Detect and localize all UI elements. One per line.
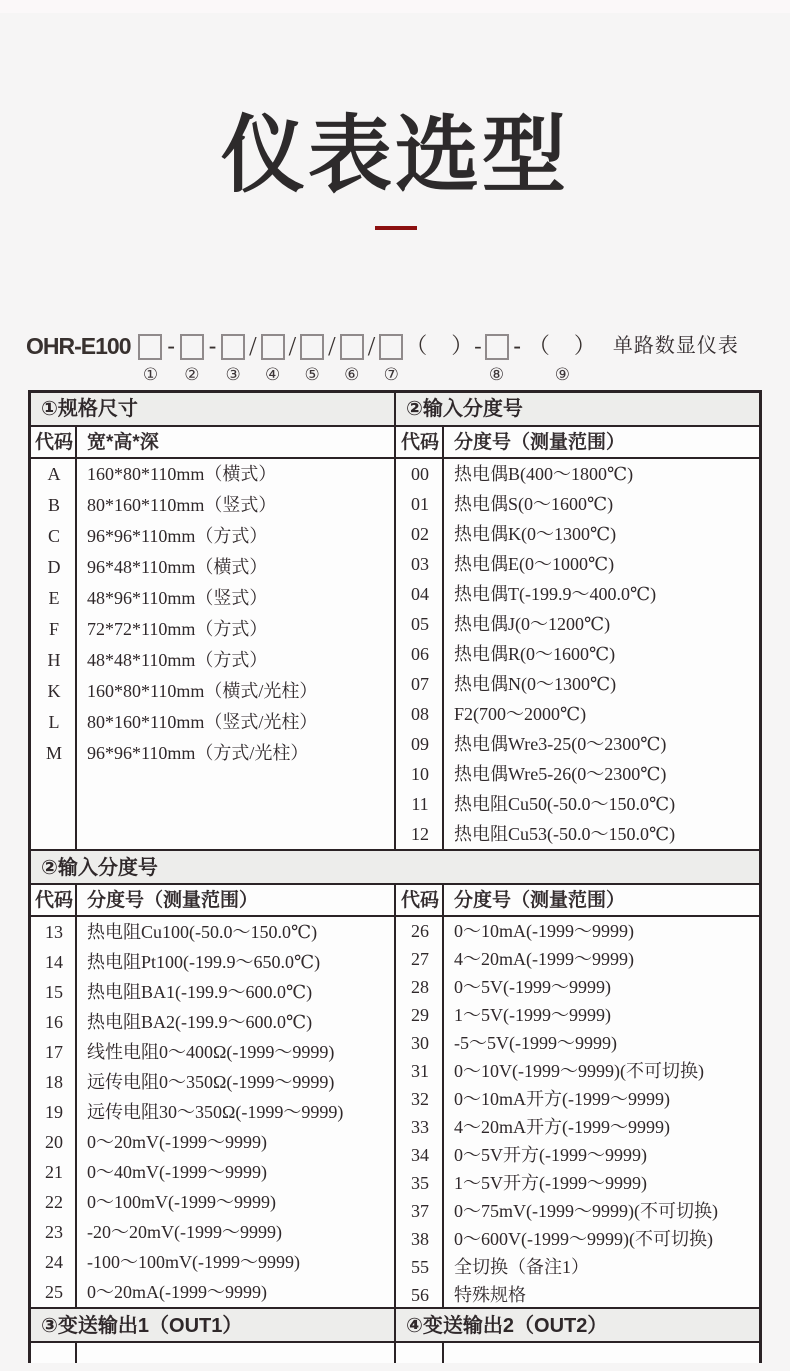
row-desc: 热电阻Cu50(-50.0～150.0℃): [454, 794, 676, 814]
column-divider: [75, 459, 77, 849]
position-label-7: ⑦: [383, 365, 399, 384]
input-table-rows-c: [396, 917, 757, 1309]
input-codes-column-c: [394, 917, 757, 1307]
title-underline: [375, 226, 417, 230]
row-code: E: [48, 588, 60, 608]
section1-data-band: [31, 457, 759, 849]
col-header-code: 代码: [34, 432, 73, 453]
table-row: [396, 1001, 757, 1029]
table-row: [396, 945, 757, 973]
separator-dash: -: [167, 333, 175, 358]
input-codes-column-b: [31, 917, 394, 1307]
table-row: [396, 759, 757, 789]
section1-right-header: ②输入分度号: [394, 393, 757, 425]
model-slot-7: [379, 332, 403, 383]
row-code: 18: [45, 1072, 63, 1092]
table-row: [396, 973, 757, 1001]
table-row: [396, 1225, 757, 1253]
row-desc: 0～40mV(-1999～9999): [87, 1162, 267, 1182]
row-code: 17: [45, 1042, 63, 1062]
row-code: 10: [411, 764, 429, 784]
table-row: [31, 1097, 394, 1127]
separator-dash: -: [513, 333, 521, 358]
column-divider: [75, 1343, 77, 1363]
table-row: [31, 521, 394, 552]
table-row: [31, 1277, 394, 1307]
table-row: [396, 1281, 757, 1309]
row-code: 32: [411, 1089, 429, 1109]
table-row: [31, 1247, 394, 1277]
model-slot-3: [221, 332, 245, 383]
row-desc: 热电偶T(-199.9～400.0℃): [454, 584, 657, 604]
row-desc: 96*48*110mm（横式）: [87, 557, 268, 577]
col-header-desc: 分度号（测量范围）: [87, 890, 259, 911]
table-row: [31, 614, 394, 645]
row-desc: 热电阻BA2(-199.9～600.0℃): [87, 1012, 313, 1032]
section2-header: ②输入分度号: [41, 857, 158, 879]
table-row: [31, 459, 394, 490]
table-row: [31, 1127, 394, 1157]
size-codes-column: [31, 459, 394, 849]
model-slot-2: [180, 332, 204, 383]
row-desc: 0～20mV(-1999～9999): [87, 1132, 267, 1152]
table-row: [31, 1157, 394, 1187]
model-slot-9: [526, 332, 599, 383]
row-code: 13: [45, 922, 63, 942]
model-prefix: OHR-E100: [26, 333, 131, 359]
row-desc: 热电偶N(0～1300℃): [454, 674, 617, 694]
row-code: B: [47, 495, 60, 515]
row-code: 55: [411, 1257, 429, 1277]
row-desc: 0～5V开方(-1999～9999): [454, 1145, 647, 1165]
row-code: 04: [411, 584, 429, 604]
section2-header-band: [31, 849, 759, 883]
table-row: [396, 819, 757, 849]
selection-table: [28, 390, 762, 1363]
input-codes-column-a: [394, 459, 757, 849]
input-table-rows-a: [396, 459, 757, 849]
table-row: [396, 1169, 757, 1197]
table-row: [396, 1113, 757, 1141]
table-row: [396, 1253, 757, 1281]
row-code: 28: [411, 977, 429, 997]
position-label-4: ④: [265, 365, 281, 384]
row-code: K: [47, 681, 61, 701]
table-row: [396, 699, 757, 729]
row-code: 06: [411, 644, 429, 664]
code-box-4: [261, 334, 285, 360]
input-table-rows-b: [31, 917, 394, 1307]
row-desc: 热电偶Wre3-25(0～2300℃): [454, 734, 667, 754]
clipped-row-band: [31, 1341, 759, 1363]
col-header-desc: 宽*高*深: [87, 432, 159, 453]
row-desc: 热电偶S(0～1600℃): [454, 494, 614, 514]
paren-group: （ ）: [527, 333, 597, 358]
row-code: 11: [411, 794, 429, 814]
top-strip: [0, 0, 790, 13]
position-label-6: ⑥: [344, 365, 360, 384]
row-code: 29: [411, 1005, 429, 1025]
column-divider: [442, 917, 444, 1307]
table-row: [31, 490, 394, 521]
row-desc: 96*96*110mm（方式）: [87, 526, 268, 546]
col-header-desc: 分度号（测量范围）: [454, 432, 626, 453]
table-row: [31, 1187, 394, 1217]
table-row: [31, 583, 394, 614]
section2-left-subheader: [31, 885, 394, 915]
table-row: [31, 1067, 394, 1097]
section2-right-subheader: [394, 885, 757, 915]
position-label-8: ⑧: [488, 365, 505, 384]
table-row: [396, 1085, 757, 1113]
paren-group: （ ）-: [405, 333, 483, 358]
row-code: H: [47, 650, 61, 670]
col-header-code: 代码: [400, 890, 439, 911]
row-code: 19: [45, 1102, 63, 1122]
table-row: [396, 669, 757, 699]
row-desc: 热电偶K(0～1300℃): [454, 524, 617, 544]
row-code: 20: [45, 1132, 63, 1152]
separator-dash: -: [208, 333, 217, 358]
section2-subheader-band: [31, 883, 759, 915]
section1-subheader-band: [31, 425, 759, 457]
row-desc: 特殊规格: [454, 1285, 526, 1305]
row-desc: 热电阻Pt100(-199.9～650.0℃): [87, 952, 321, 972]
row-desc: 0～600V(-1999～9999)(不可切换): [454, 1229, 713, 1249]
row-code: 16: [45, 1012, 63, 1032]
row-code: 31: [411, 1061, 429, 1081]
section3-header-band: [31, 1307, 759, 1341]
row-desc: 96*96*110mm（方式/光柱）: [87, 743, 309, 763]
page-title: 仪表选型: [220, 108, 569, 202]
table-row: [396, 729, 757, 759]
section1-right-subheader: [394, 427, 757, 457]
row-code: 01: [411, 494, 429, 514]
code-box-6: [340, 334, 364, 360]
table-row: [396, 549, 757, 579]
table-row: [396, 459, 757, 489]
row-code: 37: [411, 1201, 429, 1221]
position-label-3: ③: [225, 365, 241, 384]
row-code: 15: [45, 982, 63, 1002]
row-code: 12: [411, 824, 429, 844]
row-desc: 全切换（备注1）: [454, 1257, 589, 1277]
model-slot-6: [340, 332, 364, 383]
row-code: 26: [411, 921, 429, 941]
row-code: A: [47, 464, 61, 484]
code-box-2: [180, 334, 204, 360]
row-code: 14: [45, 952, 63, 972]
separator-slash: /: [288, 331, 297, 361]
row-desc: 160*80*110mm（横式）: [87, 464, 277, 484]
row-desc: 热电阻Cu100(-50.0～150.0℃): [87, 922, 318, 942]
row-code: 07: [411, 674, 429, 694]
row-desc: 1～5V(-1999～9999): [454, 1005, 611, 1025]
table-row: [396, 1141, 757, 1169]
size-table-rows: [31, 459, 394, 769]
row-code: 03: [411, 554, 429, 574]
table-row: [31, 977, 394, 1007]
row-desc: 热电阻Cu53(-50.0～150.0℃): [454, 824, 676, 844]
section2-data-band: [31, 915, 759, 1307]
row-desc: 160*80*110mm（横式/光柱）: [87, 681, 318, 701]
column-divider: [442, 1343, 444, 1363]
table-row: [396, 519, 757, 549]
separator-slash: /: [367, 331, 376, 361]
row-code: D: [47, 557, 61, 577]
table-row: [396, 609, 757, 639]
row-desc: 4～20mA开方(-1999～9999): [454, 1117, 670, 1137]
table-row: [31, 1037, 394, 1067]
model-slot-8: [485, 332, 509, 383]
row-desc: 0～10V(-1999～9999)(不可切换): [454, 1061, 704, 1081]
model-suffix: 单路数显仪表: [612, 335, 739, 357]
code-box-5: [300, 334, 324, 360]
position-label-5: ⑤: [304, 365, 320, 384]
table-row: [31, 1217, 394, 1247]
separator-slash: /: [328, 331, 336, 361]
section1-left-header: ①规格尺寸: [41, 398, 138, 420]
separator-slash: /: [249, 331, 257, 361]
table-row: [31, 645, 394, 676]
row-code: 05: [411, 614, 429, 634]
table-row: [31, 917, 394, 947]
row-code: 33: [411, 1117, 429, 1137]
column-divider: [75, 427, 77, 457]
clipped-left-cells: [31, 1343, 394, 1363]
row-code: 02: [411, 524, 429, 544]
row-desc: 0～75mV(-1999～9999)(不可切换): [454, 1201, 718, 1221]
position-label-1: ①: [142, 365, 159, 384]
row-desc: F2(700～2000℃): [454, 704, 587, 724]
row-desc: 48*48*110mm（方式）: [87, 650, 268, 670]
row-code: 24: [45, 1252, 63, 1272]
row-code: F: [48, 619, 59, 639]
row-code: 09: [411, 734, 429, 754]
section1-left-subheader: [31, 427, 394, 457]
col-header-code: 代码: [34, 890, 73, 911]
row-code: 08: [411, 704, 429, 724]
table-row: [396, 1197, 757, 1225]
model-slot-5: [300, 332, 324, 383]
code-box-3: [221, 334, 245, 360]
model-code-line: [26, 332, 786, 383]
model-slot-1: [138, 332, 162, 383]
position-label-2: ②: [184, 365, 200, 384]
code-box-7: [379, 334, 403, 360]
row-desc: 远传电阻0～350Ω(-1999～9999): [87, 1072, 335, 1092]
row-desc: 热电偶E(0～1000℃): [454, 554, 615, 574]
column-divider: [75, 917, 77, 1307]
row-desc: 0～10mA(-1999～9999): [454, 921, 634, 941]
column-divider: [442, 427, 444, 457]
table-row: [396, 579, 757, 609]
row-code: 56: [411, 1285, 429, 1305]
row-desc: 0～20mA(-1999～9999): [87, 1282, 267, 1302]
table-row: [31, 552, 394, 583]
row-desc: 80*160*110mm（竖式）: [87, 495, 277, 515]
table-row: [396, 1029, 757, 1057]
column-divider: [442, 885, 444, 915]
row-desc: -5～5V(-1999～9999): [454, 1033, 617, 1053]
position-label-9: ⑨: [554, 365, 570, 384]
row-code: 00: [411, 464, 429, 484]
row-desc: 热电偶Wre5-26(0～2300℃): [454, 764, 667, 784]
code-box-8: [485, 334, 509, 360]
row-desc: 1～5V开方(-1999～9999): [454, 1173, 647, 1193]
row-code: 35: [411, 1173, 429, 1193]
row-code: C: [47, 526, 60, 546]
clipped-right-cells: [394, 1343, 757, 1363]
row-desc: 热电阻BA1(-199.9～600.0℃): [87, 982, 313, 1002]
row-code: 38: [411, 1229, 429, 1249]
row-code: 25: [45, 1282, 63, 1302]
row-desc: 远传电阻30～350Ω(-1999～9999): [87, 1102, 344, 1122]
row-desc: 热电偶B(400～1800℃): [454, 464, 634, 484]
row-code: 30: [411, 1033, 429, 1053]
table-row: [396, 789, 757, 819]
row-desc: 4～20mA(-1999～9999): [454, 949, 634, 969]
table-row: [31, 738, 394, 769]
section3-left-header: ③变送输出1（OUT1）: [41, 1315, 243, 1337]
row-desc: -20～20mV(-1999～9999): [87, 1222, 282, 1242]
row-desc: 线性电阻0～400Ω(-1999～9999): [87, 1042, 335, 1062]
row-code: 22: [45, 1192, 63, 1212]
column-divider: [75, 885, 77, 915]
table-row: [396, 1057, 757, 1085]
column-divider: [442, 459, 444, 849]
table-row: [396, 917, 757, 945]
row-code: 27: [411, 949, 429, 969]
row-desc: 0～10mA开方(-1999～9999): [454, 1089, 670, 1109]
col-header-code: 代码: [400, 432, 439, 453]
row-desc: -100～100mV(-1999～9999): [87, 1252, 300, 1272]
section1-header-band: [31, 393, 759, 425]
code-box-1: [138, 334, 162, 360]
table-row: [31, 707, 394, 738]
row-desc: 0～100mV(-1999～9999): [87, 1192, 276, 1212]
row-code: L: [48, 712, 60, 732]
row-desc: 热电偶J(0～1200℃): [454, 614, 611, 634]
table-row: [31, 947, 394, 977]
row-desc: 80*160*110mm（竖式/光柱）: [87, 712, 318, 732]
table-row: [396, 639, 757, 669]
table-row: [31, 676, 394, 707]
row-desc: 0～5V(-1999～9999): [454, 977, 611, 997]
col-header-desc: 分度号（测量范围）: [454, 890, 626, 911]
table-row: [396, 489, 757, 519]
row-code: 21: [45, 1162, 63, 1182]
row-desc: 72*72*110mm（方式）: [87, 619, 268, 639]
model-slot-4: [261, 332, 285, 383]
row-desc: 48*96*110mm（竖式）: [87, 588, 268, 608]
row-code: 23: [45, 1222, 63, 1242]
row-code: 34: [411, 1145, 429, 1165]
row-code: M: [45, 743, 62, 763]
table-row: [31, 1007, 394, 1037]
section3-right-header: ④变送输出2（OUT2）: [394, 1309, 757, 1341]
row-desc: 热电偶R(0～1600℃): [454, 644, 616, 664]
